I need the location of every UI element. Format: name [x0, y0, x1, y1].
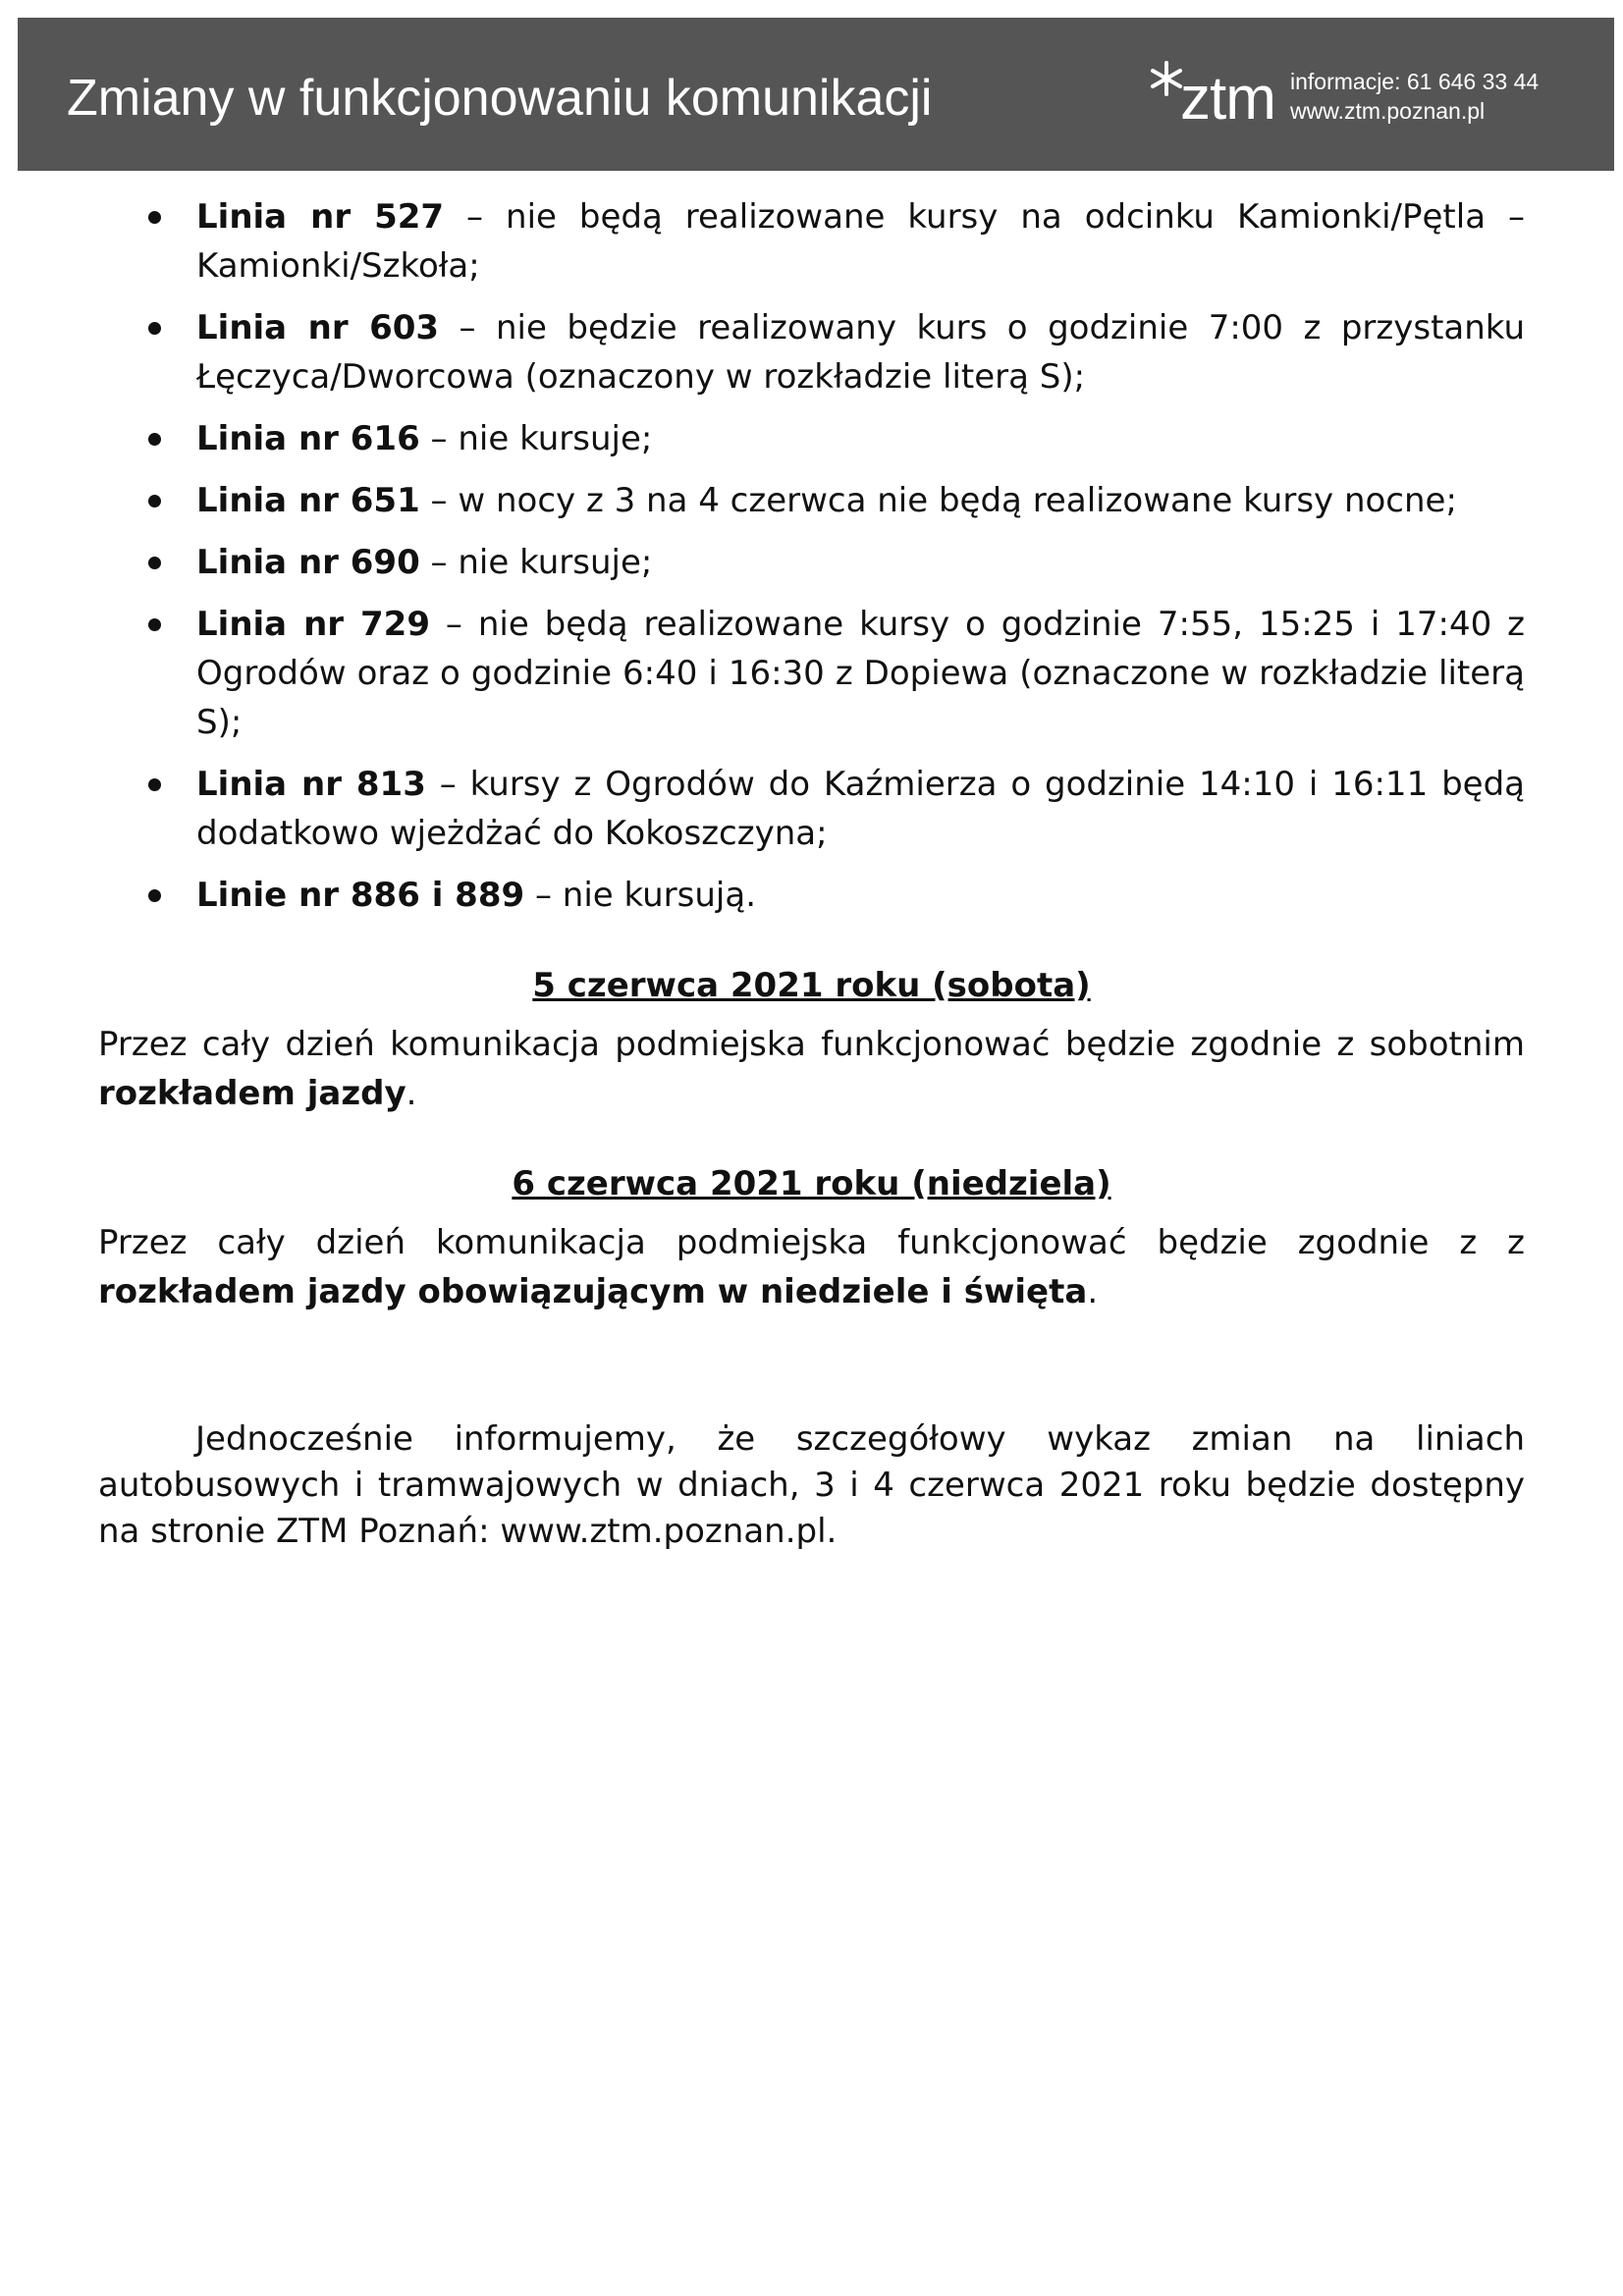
closing-paragraph: Jednocześnie informujemy, że szczegółowy wykaz zmian na liniach autobusowych i tramwajowych w dniach, 3 i 4 czerwca 2021 roku będzie dostępny na stronie ZTM Poznań: www.ztm.poznan.pl. — [98, 1419, 1525, 1551]
bullet-icon — [148, 433, 161, 446]
list-item — [98, 303, 1525, 401]
sunday-paragraph — [98, 1218, 1525, 1316]
saturday-end: . — [406, 1074, 417, 1113]
line-label: Linia nr 616 — [196, 419, 420, 458]
bullet-icon — [148, 495, 161, 507]
contact-phone: informacje: 61 646 33 44 — [1290, 69, 1540, 94]
line-description: – nie będą realizowane kursy na odcinku Kamionki/Pętla – Kamionki/Szkoła; — [196, 197, 1525, 286]
contact-url: www.ztm.poznan.pl — [1290, 98, 1486, 124]
line-description: – nie kursują. — [524, 876, 757, 915]
contact-info — [1290, 67, 1539, 126]
ztm-logo — [1147, 59, 1294, 137]
bullet-icon — [148, 557, 161, 569]
header-bar — [18, 18, 1614, 171]
bullet-icon — [148, 778, 161, 791]
list-item — [98, 760, 1525, 858]
list-item — [98, 538, 1525, 587]
saturday-heading: 5 czerwca 2021 roku (sobota) — [532, 966, 1091, 1005]
logo-text: ztm — [1180, 65, 1275, 133]
page-title: Zmiany w funkcjonowaniu komunikacji — [67, 70, 933, 127]
bullet-icon — [148, 889, 161, 902]
list-item — [98, 414, 1525, 463]
line-label: Linia nr 813 — [196, 765, 426, 804]
line-description: – nie będzie realizowany kurs o godzinie 7:00 z przystanku Łęczyca/Dworcowa (oznaczony w rozkładzie literą S); — [196, 308, 1525, 397]
saturday-text: Przez cały dzień komunikacja podmiejska funkcjonować będzie zgodnie z sobotnim — [98, 1025, 1525, 1064]
list-item — [98, 476, 1525, 525]
document-body — [98, 192, 1525, 1555]
bullet-icon — [148, 322, 161, 335]
line-description: – nie będą realizowane kursy o godzinie 7:55, 15:25 i 17:40 z Ogrodów oraz o godzinie 6:40 i 16:30 z Dopiewa (oznaczone w rozkładzie literą S); — [196, 605, 1525, 742]
list-item — [98, 871, 1525, 920]
line-label: Linia nr 603 — [196, 308, 440, 347]
line-label: Linia nr 729 — [196, 605, 430, 644]
line-label: Linie nr 886 i 889 — [196, 876, 525, 915]
line-description: – nie kursuje; — [419, 543, 653, 582]
saturday-paragraph — [98, 1020, 1525, 1118]
list-item — [98, 192, 1525, 291]
line-changes-list — [98, 192, 1525, 920]
sunday-text: Przez cały dzień komunikacja podmiejska funkcjonować będzie zgodnie z z — [98, 1223, 1525, 1262]
line-label: Linia nr 651 — [196, 481, 420, 520]
saturday-bold: rozkładem jazdy — [98, 1074, 406, 1113]
sunday-bold: rozkładem jazdy obowiązującym w niedziele i święta — [98, 1272, 1088, 1311]
line-label: Linia nr 690 — [196, 543, 420, 582]
bullet-icon — [148, 618, 161, 631]
line-description: – w nocy z 3 na 4 czerwca nie będą realizowane kursy nocne; — [419, 481, 1457, 520]
sunday-heading: 6 czerwca 2021 roku (niedziela) — [512, 1164, 1111, 1203]
line-description: – nie kursuje; — [419, 419, 653, 458]
line-label: Linia nr 527 — [196, 197, 445, 237]
line-description: – kursy z Ogrodów do Kaźmierza o godzinie 14:10 i 16:11 będą dodatkowo wjeżdżać do Kokoszczyna; — [196, 765, 1525, 853]
bullet-icon — [148, 211, 161, 224]
sunday-end: . — [1087, 1272, 1099, 1311]
list-item — [98, 600, 1525, 747]
